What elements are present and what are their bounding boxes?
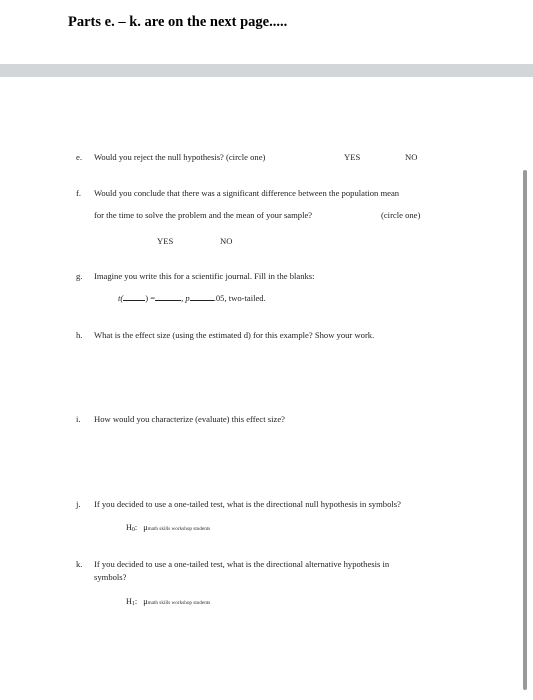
question-f-yes: YES (157, 236, 174, 246)
mu-symbol-k: μ (143, 597, 148, 606)
h0-label: H (126, 523, 132, 532)
h0-subscript: 0 (131, 527, 135, 533)
p-comparison-blank[interactable] (190, 300, 214, 301)
t-value-blank[interactable] (155, 300, 181, 301)
null-hypothesis-expression (126, 523, 210, 533)
question-h-marker: h. (76, 330, 83, 340)
question-k-line1: If you decided to use a one-tailed test, what is the directional alternative hypothesis in (94, 559, 390, 569)
df-blank[interactable] (123, 300, 145, 301)
alpha-text: .05, two-tailed. (213, 293, 266, 303)
h1-subscript: 1 (131, 601, 135, 607)
h0-colon: : (134, 523, 138, 532)
question-i-text: How would you characterize (evaluate) this effect size? (94, 414, 285, 424)
t-stat-symbol: t( (118, 293, 124, 303)
page-header: Parts e. – k. are on the next page..... (68, 14, 288, 30)
question-k-marker: k. (76, 559, 83, 569)
question-e-marker: e. (76, 152, 82, 162)
mu-subscript-k: math skills workshop students (147, 600, 211, 606)
p-symbol: , p (181, 293, 190, 303)
h1-label: H (126, 597, 132, 606)
vertical-scrollbar[interactable] (523, 170, 527, 690)
question-k-line2: symbols? (94, 572, 127, 582)
question-h-text: What is the effect size (using the estimated d) for this example? Show your work. (94, 330, 375, 340)
question-g-text: Imagine you write this for a scientific journal. Fill in the blanks: (94, 271, 315, 281)
question-j-marker: j. (76, 499, 81, 509)
question-e-yes: YES (344, 152, 361, 162)
question-e-no: NO (405, 152, 418, 162)
alt-hypothesis-expression (126, 597, 210, 607)
question-f-line1: Would you conclude that there was a significant difference between the population mean (94, 188, 400, 198)
question-e-text: Would you reject the null hypothesis? (circle one) (94, 152, 266, 162)
question-j-text: If you decided to use a one-tailed test, what is the directional null hypothesis in symbols? (94, 499, 401, 509)
question-g-marker: g. (76, 271, 83, 281)
question-g-formula (118, 293, 266, 303)
question-f-no: NO (220, 236, 233, 246)
question-i-marker: i. (76, 414, 81, 424)
page-separator-band (0, 64, 533, 77)
mu-symbol: μ (143, 523, 148, 532)
mu-subscript: math skills workshop students (147, 526, 211, 532)
question-f-line2: for the time to solve the problem and the mean of your sample? (94, 210, 313, 220)
question-f-hint: (circle one) (381, 210, 421, 220)
h1-colon: : (134, 597, 138, 606)
question-f-marker: f. (76, 188, 82, 198)
t-stat-close: ) = (145, 293, 156, 303)
